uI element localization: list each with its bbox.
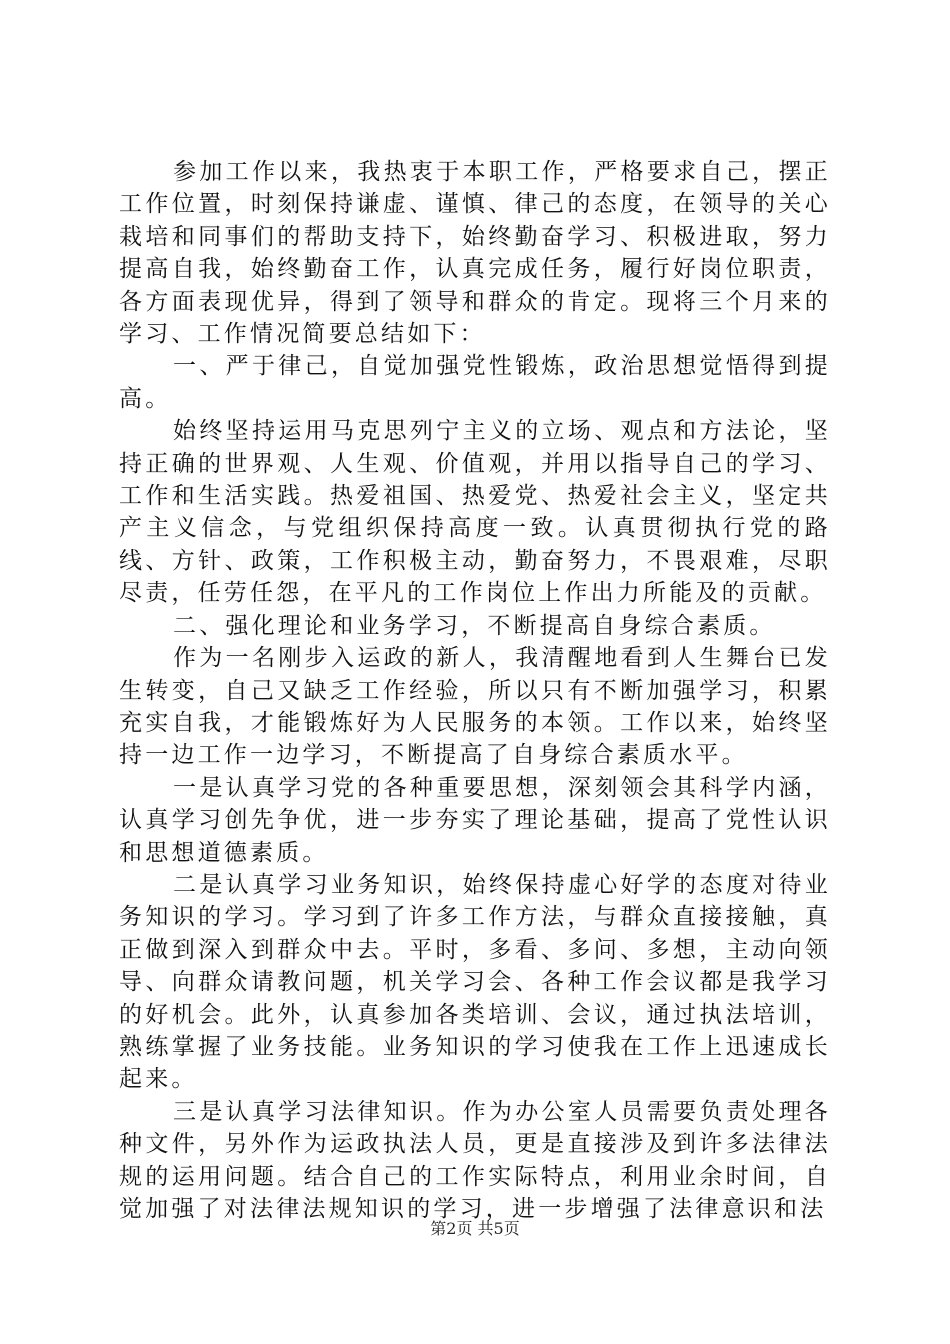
paragraph-point-two: 二是认真学习业务知识，始终保持虚心好学的态度对待业务知识的学习。学习到了许多工作方法，与群众直接接触，真正做到深入到群众中去。平时，多看、多问、多想，主动向领导、向群众请教问题，机关学习会、各种工作会议都是我学习的好机会。此外，认真参加各类培训、会议，通过执法培训，熟练掌握了业务技能。业务知识的学习使我在工作上迅速成长起来。 [119, 871, 831, 1093]
section-heading-2: 二、强化理论和业务学习，不断提高自身综合素质。 [173, 612, 776, 639]
paragraph-intro: 参加工作以来，我热衷于本职工作，严格要求自己，摆正工作位置，时刻保持谦虚、谨慎、律己的态度，在领导的关心栽培和同事们的帮助支持下，始终勤奋学习、积极进取，努力提高自我，始终勤奋工作，认真完成任务，履行好岗位职责，各方面表现优异，得到了领导和群众的肯定。现将三个月来的学习、工作情况简要总结如下： [119, 159, 831, 348]
document-body [119, 156, 831, 1225]
paragraph-point-three: 三是认真学习法律知识。作为办公室人员需要负责处理各种文件，另外作为运政执法人员，更是直接涉及到许多法律法规的运用问题。结合自己的工作实际特点，利用业余时间，自觉加强了对法律法规知识的学习，进一步增强了法律意识和法 [119, 1098, 831, 1222]
section-heading-1: 一、严于律己，自觉加强党性锻炼，政治思想觉悟得到提高。 [119, 353, 831, 412]
paragraph-newcomer: 作为一名刚步入运政的新人，我清醒地看到人生舞台已发生转变，自己又缺乏工作经验，所以只有不断加强学习，积累充实自我，才能锻炼好为人民服务的本领。工作以来，始终坚持一边工作一边学习，不断提高了自身综合素质水平。 [119, 645, 831, 769]
paragraph-point-one: 一是认真学习党的各种重要思想，深刻领会其科学内涵，认真学习创先争优，进一步夯实了理论基础，提高了党性认识和思想道德素质。 [119, 774, 831, 866]
page-number: 第2页 共5页 [430, 1219, 520, 1238]
paragraph-political: 始终坚持运用马克思列宁主义的立场、观点和方法论，坚持正确的世界观、人生观、价值观，并用以指导自己的学习、工作和生活实践。热爱祖国、热爱党、热爱社会主义，坚定共产主义信念，与党组织保持高度一致。认真贯彻执行党的路线、方针、政策，工作积极主动，勤奋努力，不畏艰难，尽职尽责，任劳任怨，在平凡的工作岗位上作出力所能及的贡献。 [119, 418, 831, 607]
